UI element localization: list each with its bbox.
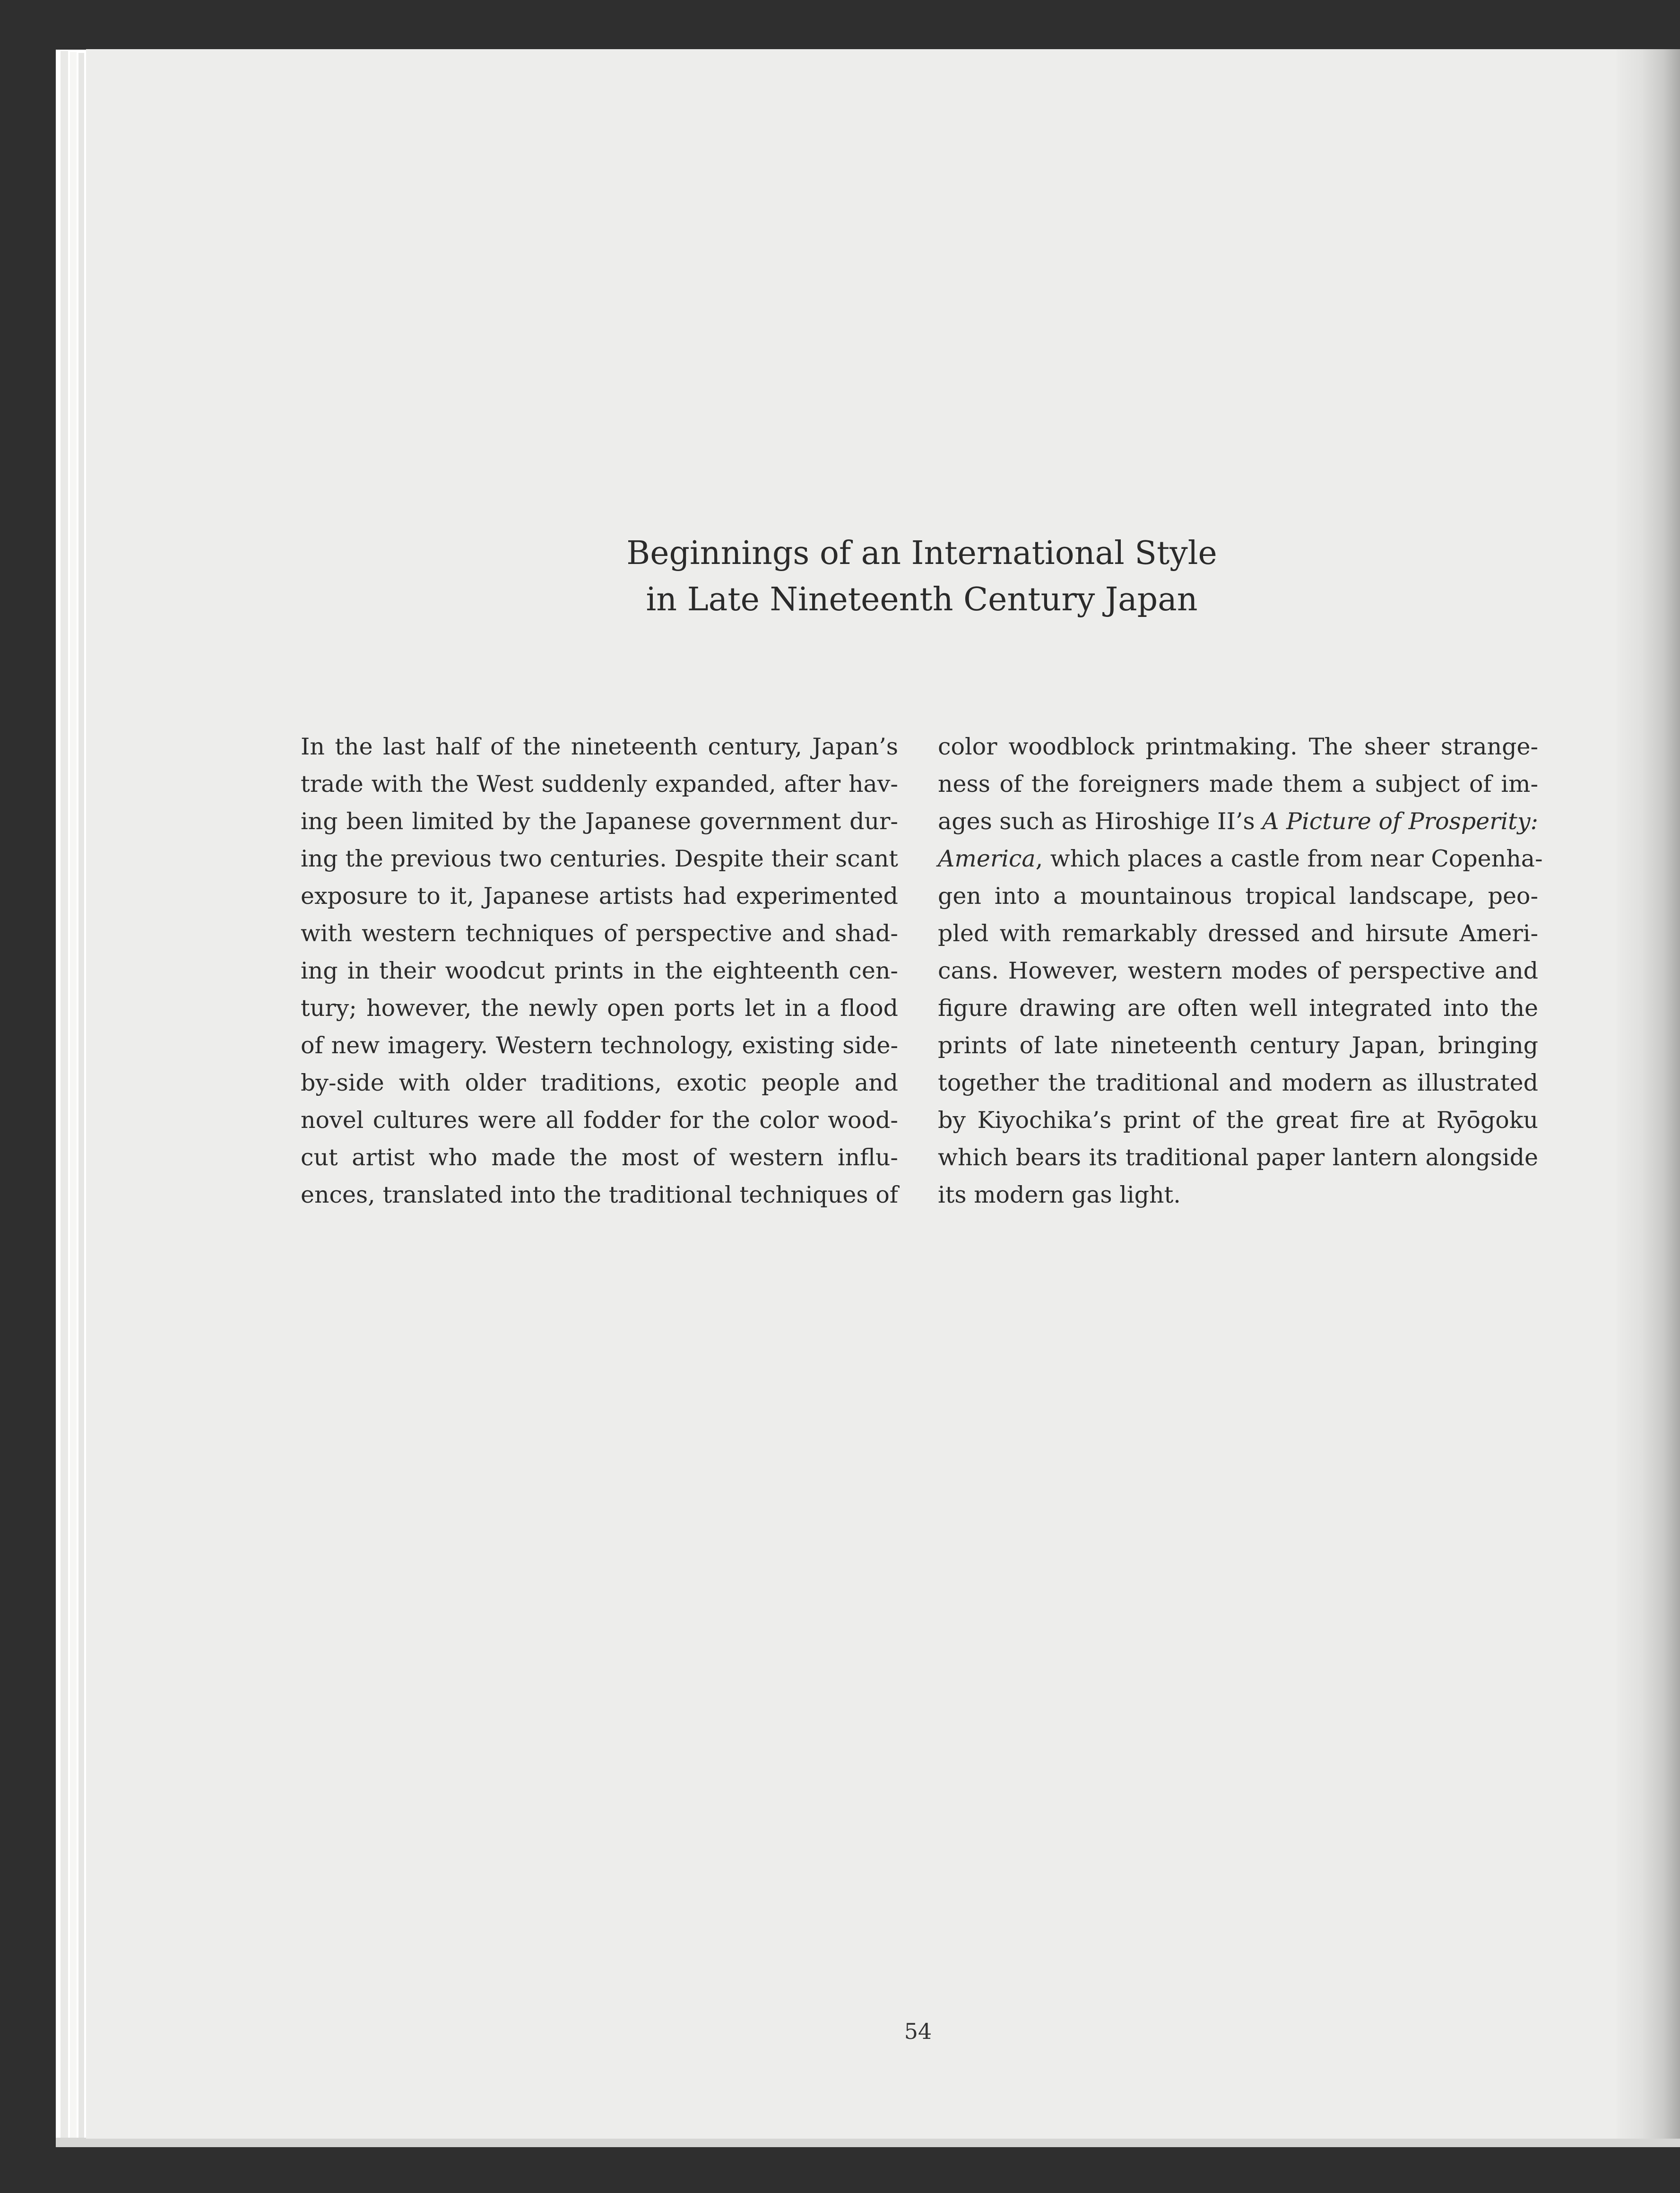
body-text-line: with western techniques of perspective and shad-: [301, 920, 898, 947]
body-text-line: cans. However, western modes of perspective and: [938, 957, 1538, 984]
body-text-line: trade with the West suddenly expanded, after hav-: [301, 771, 898, 797]
page-edge: [61, 51, 68, 2141]
chapter-title: [425, 530, 1418, 623]
page-number: 54: [904, 2019, 932, 2044]
body-text-line: ing been limited by the Japanese government dur-: [301, 808, 898, 835]
book-gutter: [1617, 49, 1680, 2139]
body-text-segment: ages such as Hiroshige II’s: [938, 808, 1263, 835]
body-text-line: which bears its traditional paper lantern alongside: [938, 1144, 1538, 1171]
body-text-line: figure drawing are often well integrated into the: [938, 995, 1538, 1022]
chapter-title-line: Beginnings of an International Style: [626, 535, 1217, 572]
body-text-line: tury; however, the newly open ports let in a flood: [301, 995, 898, 1022]
artwork-title-italic: A Picture of Prosperity:: [1262, 808, 1539, 835]
body-column-right: [938, 728, 1543, 1214]
body-text-line: exposure to it, Japanese artists had experimented: [301, 883, 898, 910]
body-text-line: [938, 803, 1538, 840]
page-bottom-edge: [56, 2138, 1680, 2147]
body-text-line: prints of late nineteenth century Japan, bringing: [938, 1032, 1538, 1059]
body-text-line: color woodblock printmaking. The sheer strange-: [938, 733, 1538, 760]
body-text-line: ing in their woodcut prints in the eighteenth cen-: [301, 957, 898, 984]
body-text-line: gen into a mountainous tropical landscape, peo-: [938, 883, 1538, 910]
body-text-line: by Kiyochika’s print of the great fire at Ryōgoku: [938, 1107, 1538, 1134]
body-text-line: of new imagery. Western technology, existing side-: [301, 1032, 898, 1059]
body-text-line: ences, translated into the traditional techniques of: [301, 1181, 898, 1208]
body-text-line: together the traditional and modern as illustrated: [938, 1069, 1538, 1096]
body-text-line: [938, 840, 1543, 877]
body-text-line: pled with remarkably dressed and hirsute Ameri-: [938, 920, 1538, 947]
page-edge: [78, 53, 84, 2140]
artwork-title-italic: America: [938, 845, 1036, 872]
body-text-line: its modern gas light.: [938, 1181, 1181, 1208]
body-text-line: by-side with older traditions, exotic people and: [301, 1069, 898, 1096]
body-text-segment: , which places a castle from near Copenha-: [1035, 845, 1543, 872]
body-text-line: cut artist who made the most of western influ-: [301, 1144, 898, 1171]
body-column-left: [301, 728, 898, 1214]
body-text-line: novel cultures were all fodder for the color wood-: [301, 1107, 898, 1134]
body-text-line: ness of the foreigners made them a subject of im-: [938, 771, 1538, 797]
chapter-title-line: in Late Nineteenth Century Japan: [646, 581, 1198, 618]
page-edge: [70, 52, 77, 2141]
body-text-line: ing the previous two centuries. Despite their scant: [301, 845, 898, 872]
body-text-line: In the last half of the nineteenth century, Japan’s: [301, 733, 898, 760]
